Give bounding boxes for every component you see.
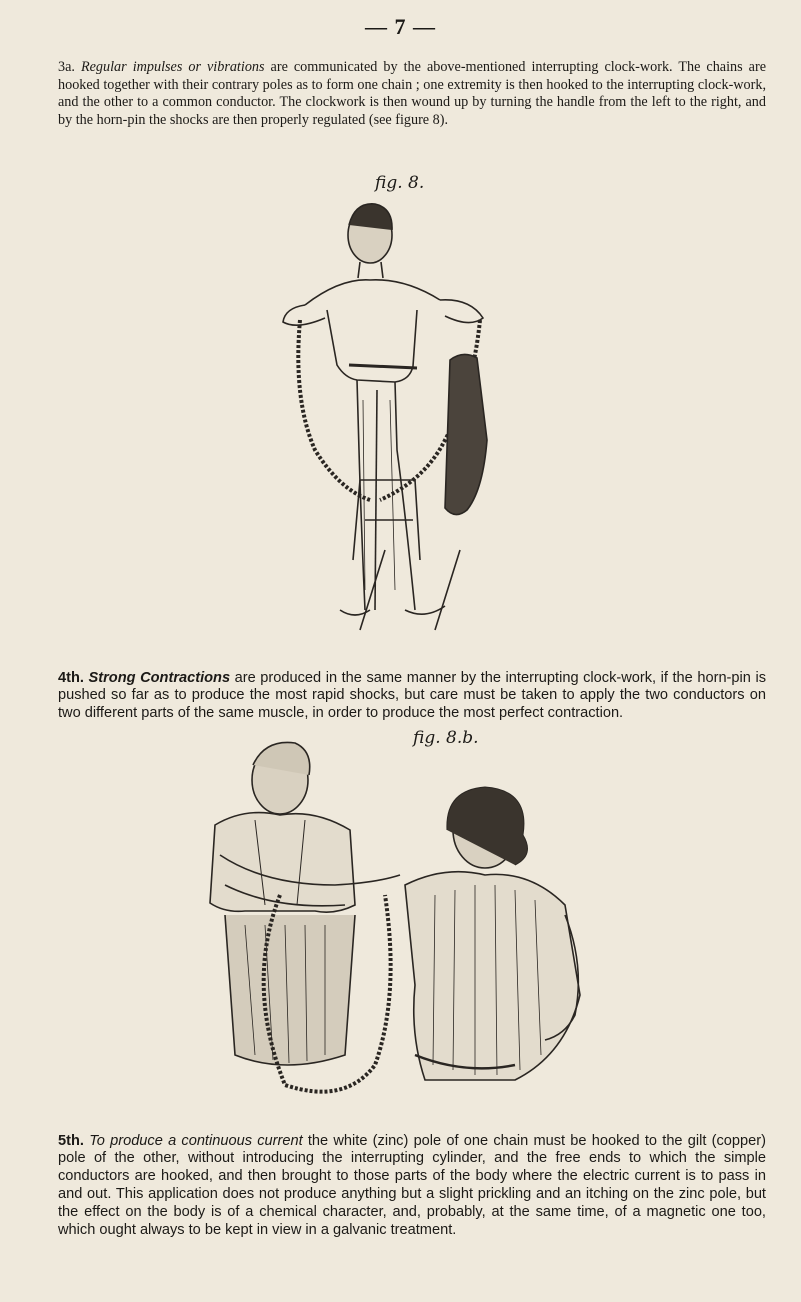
paragraph-5-title: To produce a continuous current — [89, 1132, 303, 1149]
figure-8b-caption: fig. 8.b. — [413, 728, 479, 748]
paragraph-5-lead: 5th. — [58, 1132, 84, 1149]
paragraph-5 — [58, 1133, 766, 1240]
paragraph-3a-lead: 3a. — [58, 59, 75, 76]
figure-8-illustration — [245, 190, 545, 635]
figure-8-caption: fig. 8. — [375, 173, 425, 193]
paragraph-4-title: Strong Contractions — [88, 669, 231, 686]
paragraph-3a-body: are communicated by the above-mentioned interrupting clock-work. The chains are hooked together with their contrary poles as to form one chain ; one extremity is then hooked to the interrupting clock-work, and the other to a common conductor. The clockwork is then wound up by turning the handle from the left to the right, and by the horn-pin the shocks are then properly regulated (see figure 8). — [58, 59, 766, 128]
figure-8b-illustration — [185, 735, 600, 1105]
paragraph-3a — [58, 59, 766, 129]
paragraph-3a-title: Regular impulses or vibrations — [80, 59, 265, 76]
paragraph-4-body: are produced in the same manner by the interrupting clock-work, if the horn-pin is pushed so far as to produce the most rapid shocks, but care must be taken to apply the two conductors on two different parts of the same muscle, in order to produce the most perfect contraction. — [58, 669, 766, 722]
paragraph-4-lead: 4th. — [58, 669, 84, 686]
page-number: — 7 — — [365, 14, 436, 39]
paragraph-5-body: the white (zinc) pole of one chain must be hooked to the gilt (copper) pole of the other, without introducing the interrupting cylinder, and the free ends to which the simple conductors are hooked, and then brought to those parts of the body where the electric current is to pass in and out. This application does not produce anything but a slight prickling and an itching on the zinc pole, but the effect on the body is of a chemical character, and, probably, at the same time, of a magnetic one too, which ought always to be kept in view in a galvanic treatment. — [58, 1132, 766, 1238]
paragraph-4 — [58, 670, 766, 723]
